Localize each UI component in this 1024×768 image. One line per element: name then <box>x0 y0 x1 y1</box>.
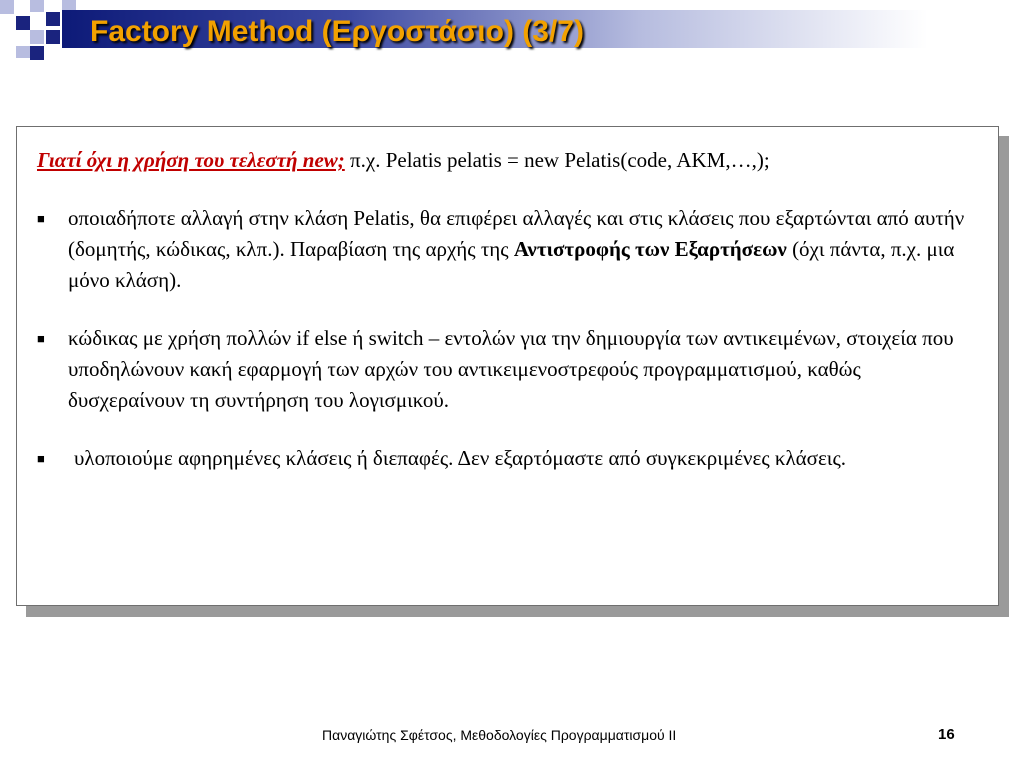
intro-text: π.χ. Pelatis pelatis = new Pelatis(code, AKM,…,); <box>344 148 770 172</box>
footer-author-course: Παναγιώτης Σφέτσος, Μεθοδολογίες Προγραμματισμού ΙΙ <box>322 727 677 743</box>
square-bullet-icon: ■ <box>37 331 45 346</box>
decor-square <box>46 30 60 44</box>
bullet-text-after: (όχι πάντα, π.χ. μια μόνο κλάση). <box>68 237 955 292</box>
bullet-item <box>37 203 977 296</box>
decor-square <box>30 30 44 44</box>
content-box <box>16 126 999 606</box>
bullet-text: κώδικας με χρήση πολλών if else ή switch – εντολών για την δημιουργία των αντικειμένων, στοιχεία που υποδηλώνουν κακή εφαρμογή των αρχών του αντικειμενοστρεφούς προγραμματισμού, καθώς δυσχεραίνουν τη συντήρηση του λογισμικού. <box>68 326 954 412</box>
bullet-text: οποιαδήποτε αλλαγή στην κλάση Pelatis, θα επιφέρει αλλαγές και στις κλάσεις που εξαρτώνται από αυτήν (δομητής, κώδικας, κλπ.). Παραβίαση της αρχής της <box>68 206 965 261</box>
decor-square <box>16 16 30 30</box>
page-number: 16 <box>938 726 955 743</box>
square-bullet-icon: ■ <box>37 451 45 466</box>
bullet-bold-text: Αντιστροφής των Εξαρτήσεων <box>513 237 787 261</box>
decor-square <box>0 0 14 14</box>
bullet-item <box>37 443 977 474</box>
decor-square <box>46 12 60 26</box>
bullet-item <box>37 323 977 416</box>
decor-square <box>30 0 44 12</box>
decor-square <box>30 46 44 60</box>
slide-title: Factory Method (Εργοστάσιο) (3/7) <box>90 15 584 48</box>
content-body <box>37 145 977 474</box>
square-bullet-icon: ■ <box>37 211 45 226</box>
decor-square <box>16 46 30 58</box>
intro-line <box>37 145 977 176</box>
bullet-text: υλοποιούμε αφηρημένες κλάσεις ή διεπαφές. Δεν εξαρτόμαστε από συγκεκριμένες κλάσεις. <box>74 446 847 470</box>
intro-lead: Γιατί όχι η χρήση του τελεστή new; <box>37 148 345 172</box>
